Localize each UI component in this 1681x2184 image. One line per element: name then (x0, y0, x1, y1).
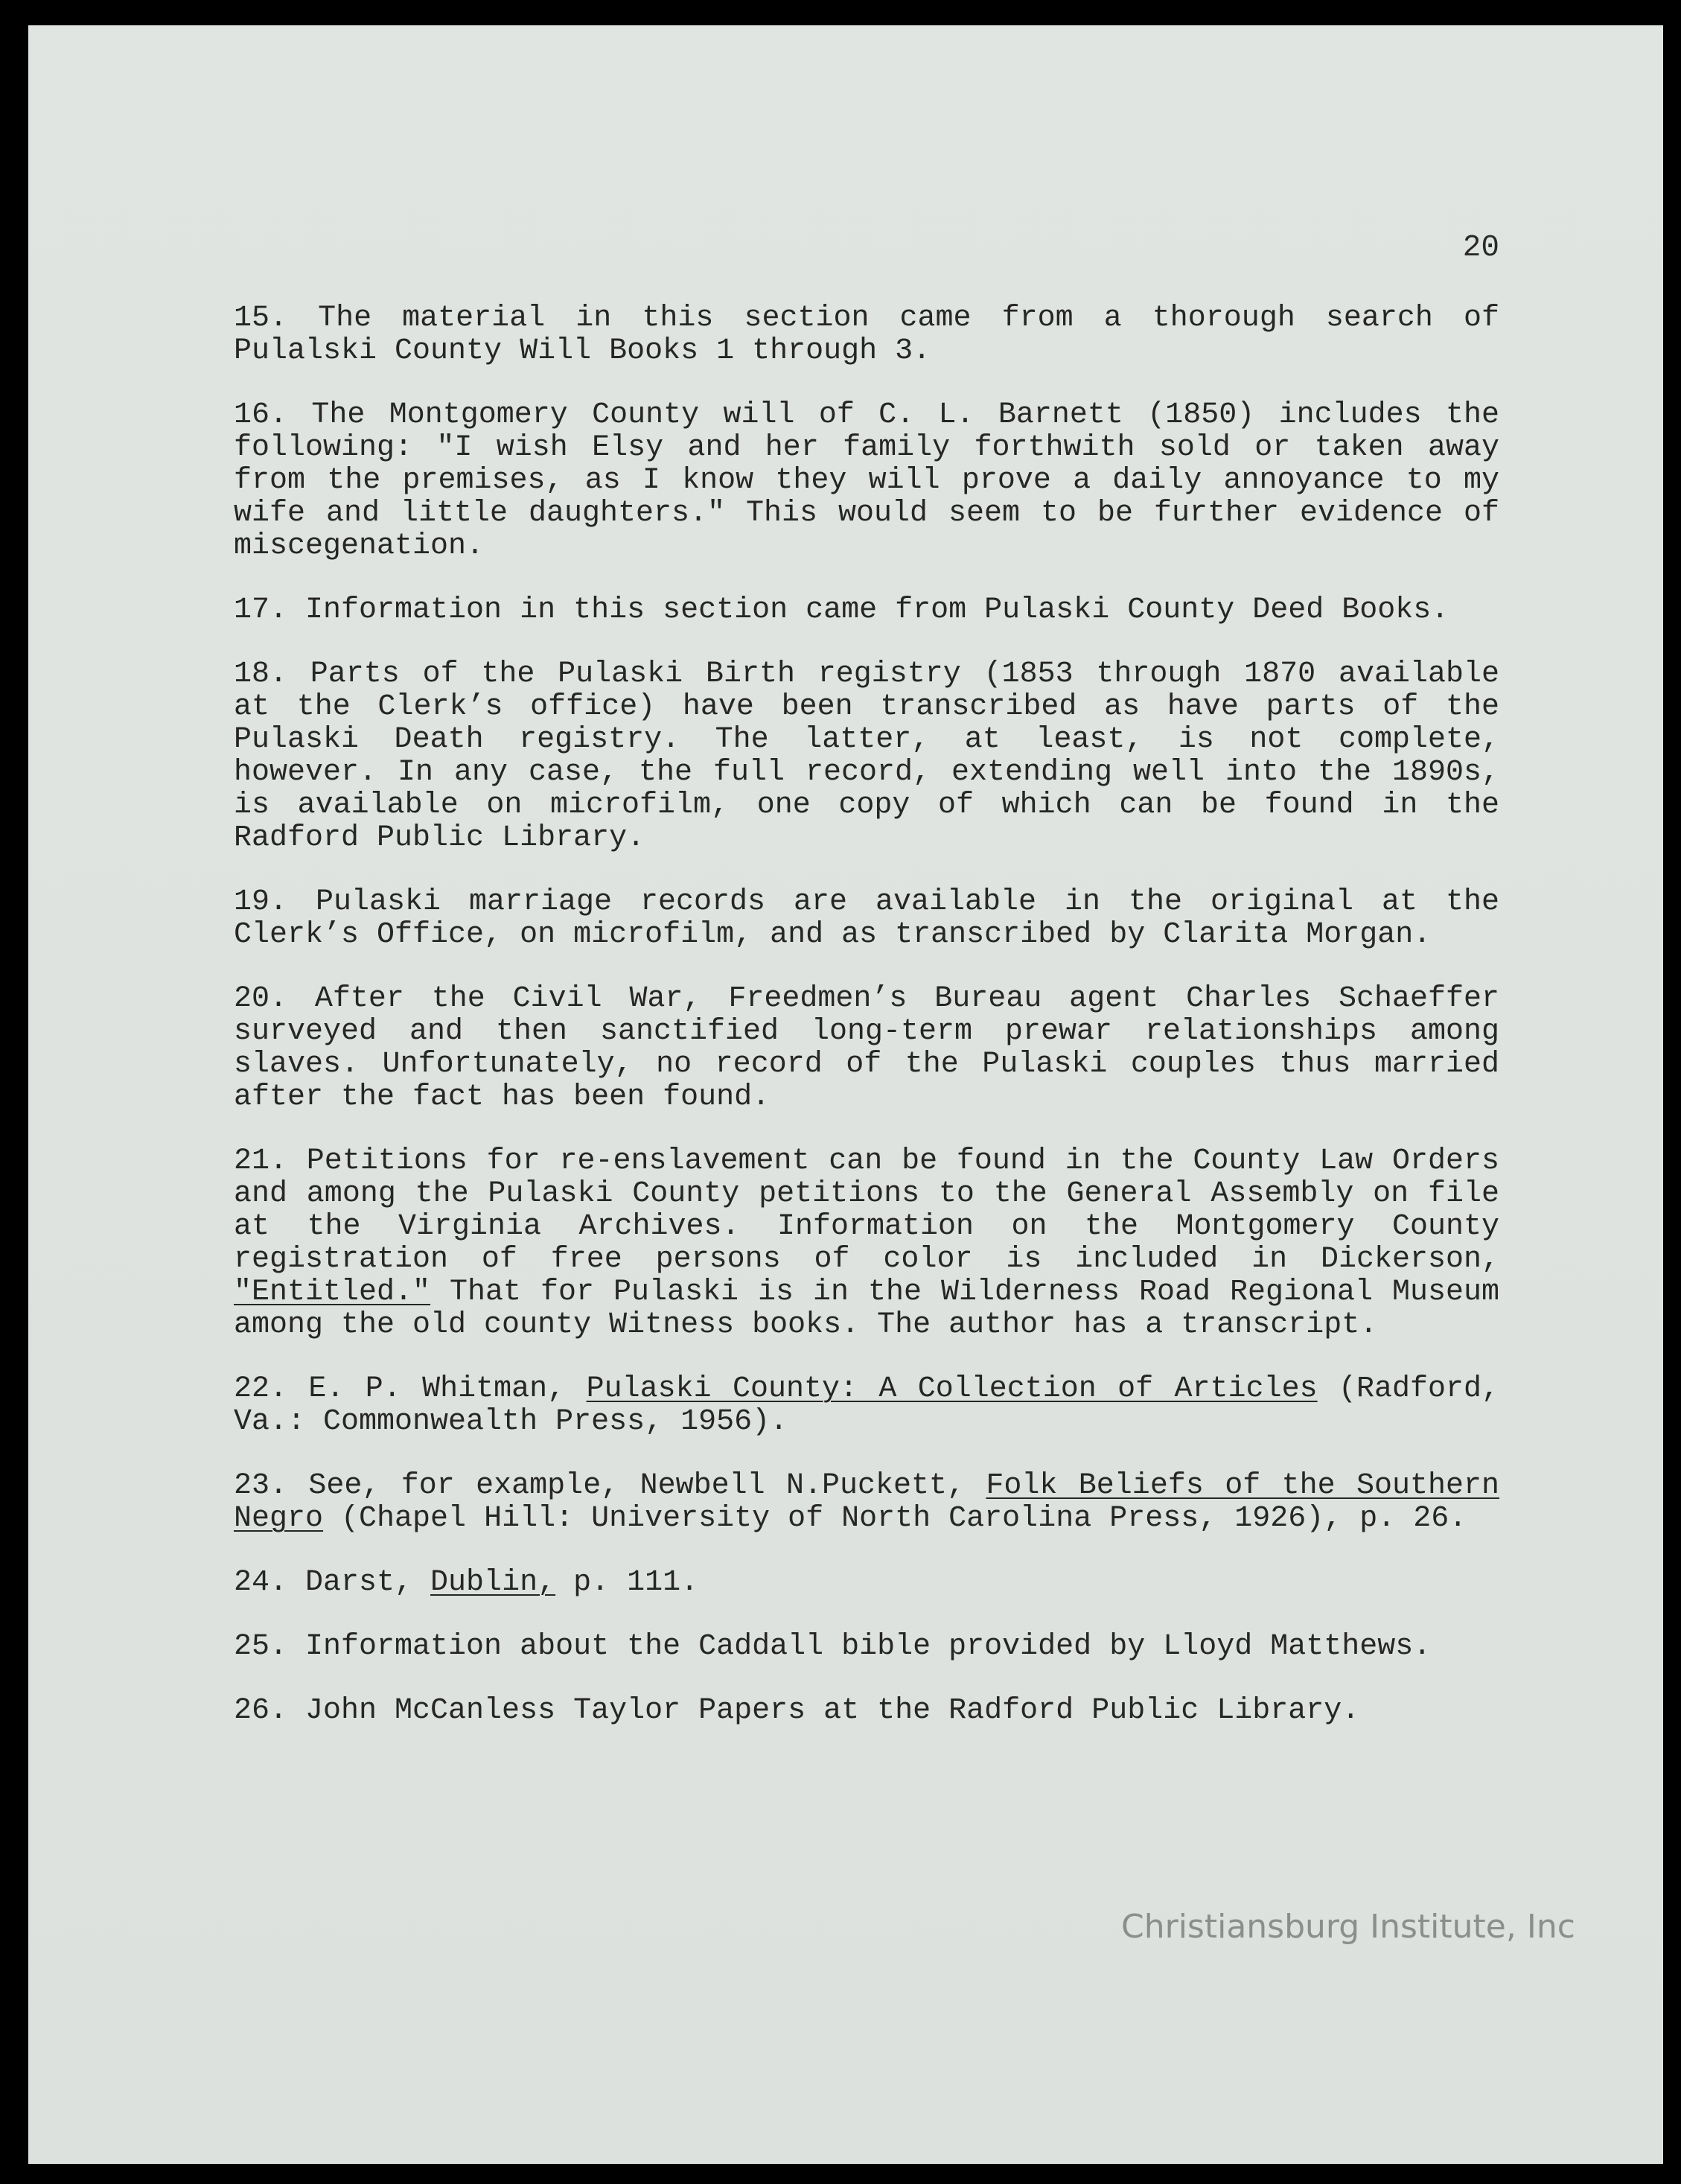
endnote-21-text-after: That for Pulaski is in the Wilderness Road Regional Museum among the old county Witness books. The author has a transcript. (234, 1276, 1499, 1342)
endnote-22-text-before: 22. E. P. Whitman, (234, 1372, 587, 1406)
endnote-23-cited-title: Folk Beliefs of the Southern Negro (234, 1469, 1500, 1535)
endnote-16: 16. The Montgomery County will of C. L. Barnett (1850) includes the following: "I wish Elsy and her family forthwith sold or taken away from the premises, as I know they will prove a daily annoyance to my wife and little daughters." This would seem to be further evidence of miscegenation. (234, 398, 1499, 563)
endnote-19: 19. Pulaski marriage records are available in the original at the Clerk’s Office, on microfilm, and as transcribed by Clarita Morgan. (234, 885, 1499, 952)
endnote-22-text-after: (Radford, Va.: Commonwealth Press, 1956). (234, 1372, 1499, 1439)
endnote-24-text-before: 24. Darst, (234, 1566, 431, 1599)
endnote-24-cited-title: Dublin, (430, 1566, 556, 1599)
endnote-23 (234, 1470, 1499, 1535)
endnote-23-text-before: 23. See, for example, Newbell N.Puckett, (234, 1469, 986, 1503)
endnotes-list (234, 302, 1499, 1759)
endnote-22-cited-title: Pulaski County: A Collection of Articles (586, 1372, 1318, 1406)
endnote-17: 17. Information in this section came from Pulaski County Deed Books. (234, 593, 1449, 627)
endnote-18: 18. Parts of the Pulaski Birth registry (1853 through 1870 available at the Clerk’s office) have been transcribed as have parts of the Pulaski Death registry. The latter, at least, is not complete, however. In any case, the full record, extending well into the 1890s, is available on microfilm, one copy of which can be found in the Radford Public Library. (234, 658, 1499, 855)
endnote-22 (234, 1373, 1499, 1439)
endnote-26: 26. John McCanless Taylor Papers at the Radford Public Library. (234, 1694, 1360, 1728)
endnote-25: 25. Information about the Caddall bible provided by Lloyd Matthews. (234, 1630, 1432, 1664)
endnote-21-text-before: 21. Petitions for re-enslavement can be found in the County Law Orders and among the Pulaski County petitions to the General Assembly on file at the Virginia Archives. Information on the Montgomery County registration of free persons of color is included in Dickerson, (234, 1144, 1499, 1276)
endnote-21 (234, 1145, 1499, 1342)
endnote-15: 15. The material in this section came from a thorough search of Pulalski County Will Books 1 through 3. (234, 302, 1499, 368)
page-number: 20 (1462, 231, 1499, 265)
watermark: Christiansburg Institute, Inc (1121, 1908, 1575, 1946)
endnote-24 (234, 1567, 1499, 1599)
endnote-21-cited-title: "Entitled." (234, 1276, 431, 1309)
endnote-23-text-after: (Chapel Hill: University of North Carolina Press, 1926), p. 26. (323, 1502, 1467, 1535)
endnote-24-text-after: p. 111. (555, 1566, 699, 1599)
document-page (28, 25, 1663, 2164)
endnote-20: 20. After the Civil War, Freedmen’s Bureau agent Charles Schaeffer surveyed and then sanctified long-term prewar relationships among slaves. Unfortunately, no record of the Pulaski couples thus married after the fact has been found. (234, 982, 1499, 1114)
